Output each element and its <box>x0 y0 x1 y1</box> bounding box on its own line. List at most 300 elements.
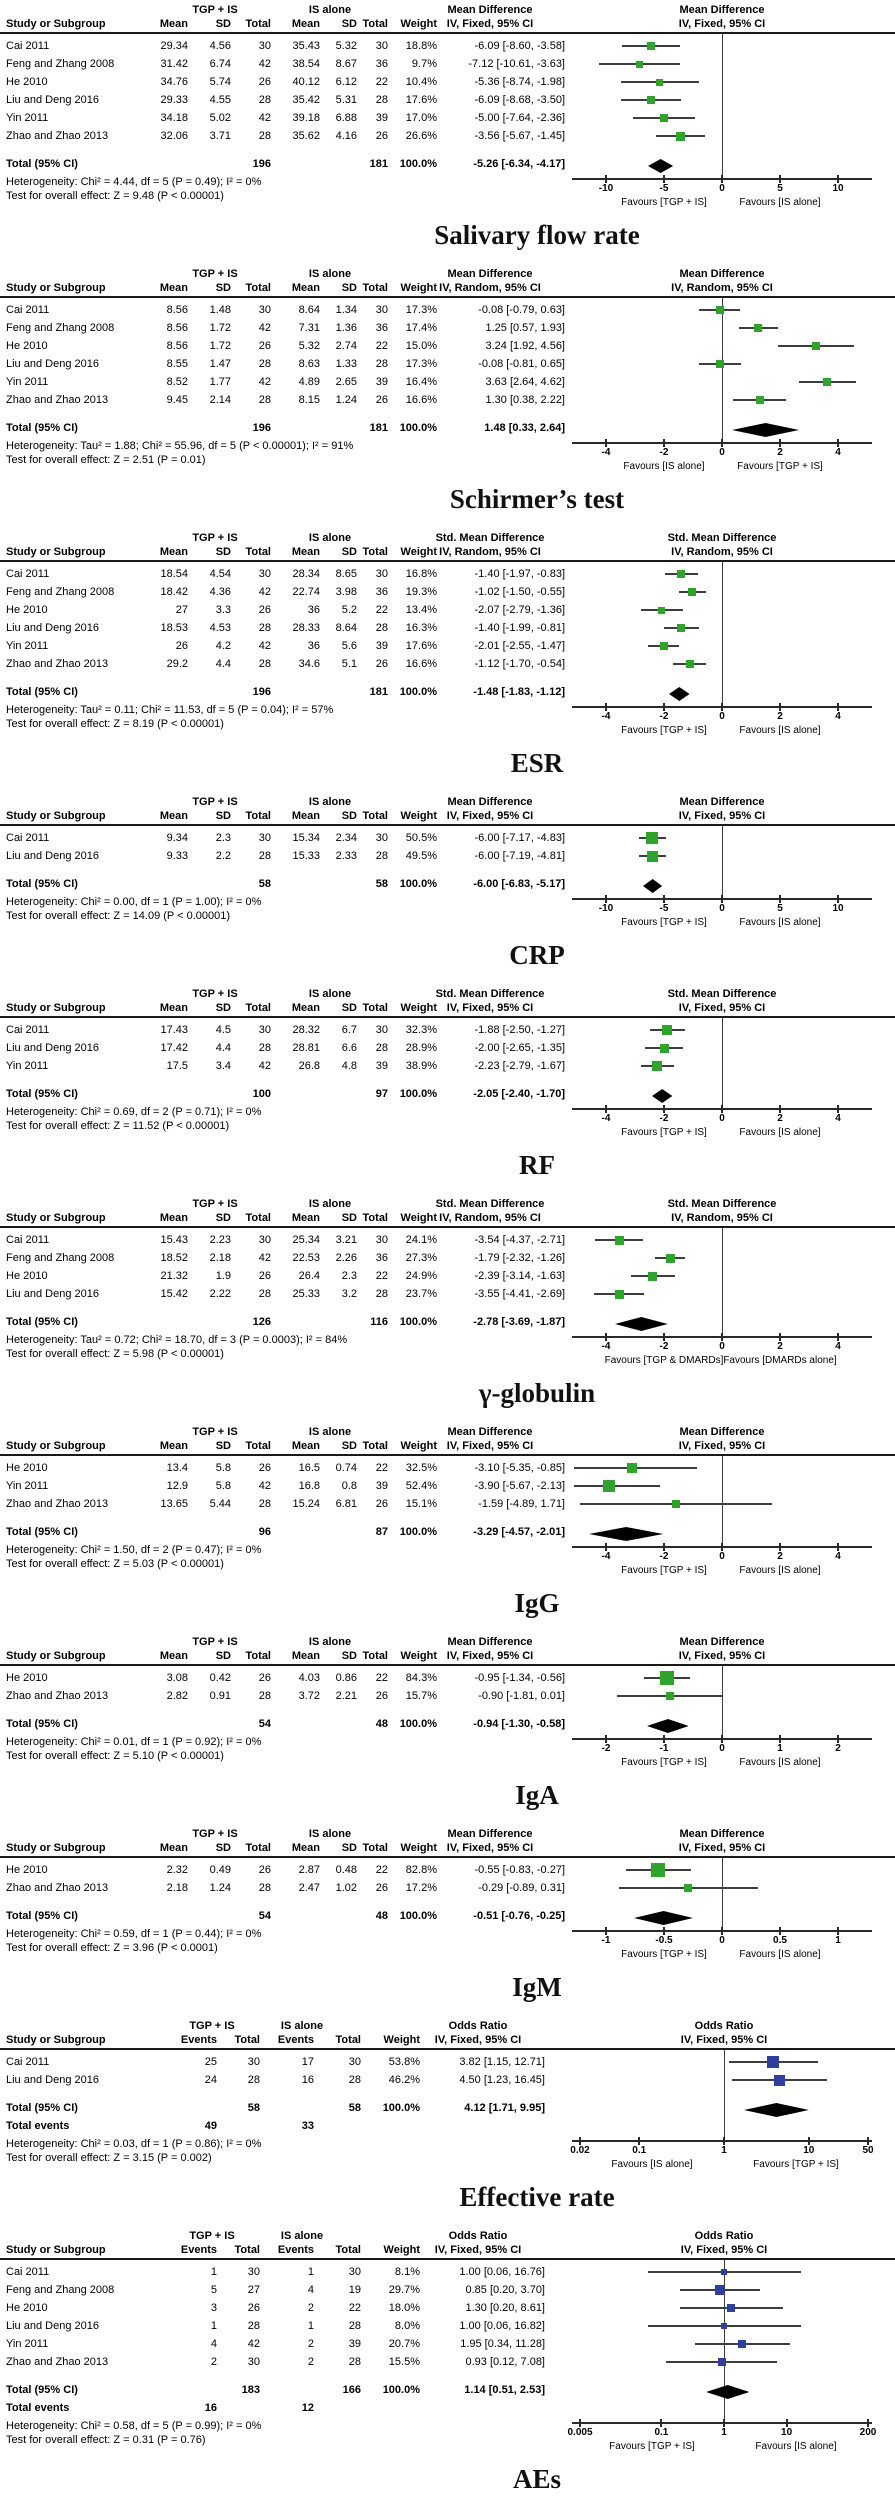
study-value: 28 <box>247 2320 260 2332</box>
plot-effect-measure-header: Std. Mean Difference <box>667 1198 777 1210</box>
study-value: 16.8 <box>298 1480 320 1492</box>
study-value: 16.6% <box>405 394 437 406</box>
study-value: 2.18 <box>209 1252 231 1264</box>
overall-effect-text: Test for overall effect: Z = 2.51 (P = 0.01) <box>6 454 206 466</box>
study-name: Yin 2011 <box>6 640 49 652</box>
study-value: 17.6% <box>405 640 437 652</box>
study-name: Liu and Deng 2016 <box>6 1288 99 1300</box>
axis-tick-label: -4 <box>601 711 611 722</box>
study-value: 5.6 <box>341 640 357 652</box>
total-n1: 183 <box>241 2384 260 2396</box>
study-name: He 2010 <box>6 1462 48 1474</box>
study-name: Cai 2011 <box>6 2056 50 2068</box>
study-name: Liu and Deng 2016 <box>6 358 99 370</box>
study-value: 4.2 <box>215 640 231 652</box>
overall-effect-text: Test for overall effect: Z = 3.15 (P = 0.002) <box>6 2152 212 2164</box>
effect-measure-header: Mean Difference <box>447 4 533 16</box>
overall-effect-text: Test for overall effect: Z = 0.31 (P = 0.76) <box>6 2434 206 2446</box>
study-value: 1.48 <box>209 304 231 316</box>
study-value: 1.72 <box>209 322 231 334</box>
axis-tick-label: 10 <box>832 903 844 914</box>
study-value: 2.3 <box>341 1270 357 1282</box>
col-header-total: Total <box>362 1440 388 1452</box>
effect-marker <box>684 1884 692 1892</box>
study-value: 4 <box>210 2338 217 2350</box>
total-events-g1: 49 <box>204 2120 217 2132</box>
axis-tick-label: 10 <box>803 2145 815 2156</box>
header-rule <box>0 1454 895 1456</box>
study-value: 16.3% <box>405 622 437 634</box>
study-value: 30 <box>247 2356 260 2368</box>
study-value: 0.74 <box>335 1462 357 1474</box>
plot-method-header: IV, Fixed, 95% CI <box>678 18 766 30</box>
axis-tick-label: 0.005 <box>567 2427 593 2438</box>
overall-effect-text: Test for overall effect: Z = 8.19 (P < 0.00001) <box>6 718 224 730</box>
axis-tick-label: 4 <box>835 447 841 458</box>
effect-marker <box>651 1863 665 1877</box>
total-ci-label: -2.05 [-2.40, -1.70] <box>473 1088 565 1100</box>
study-value: 6.81 <box>335 1498 357 1510</box>
effect-measure-header: Mean Difference <box>447 268 533 280</box>
summary-diamond <box>652 1089 672 1103</box>
study-value: 2.22 <box>209 1288 231 1300</box>
study-name: Feng and Zhang 2008 <box>6 1252 115 1264</box>
study-name: Liu and Deng 2016 <box>6 2320 99 2332</box>
axis-tick <box>663 703 665 711</box>
col-header-total: Total <box>335 2244 361 2256</box>
effect-marker <box>774 2075 785 2086</box>
study-value: 1 <box>210 2320 217 2332</box>
axis-tick <box>721 703 723 711</box>
effect-measure-header: Mean Difference <box>447 1828 533 1840</box>
effect-measure-header: Std. Mean Difference <box>435 1198 545 1210</box>
study-value: 2.3 <box>215 832 231 844</box>
col-header-weight: Weight <box>400 1650 437 1662</box>
study-value: 39 <box>348 2338 361 2350</box>
study-ci-label: -7.12 [-10.61, -3.63] <box>468 58 565 70</box>
study-ci-label: -0.08 [-0.79, 0.63] <box>478 304 565 316</box>
overall-effect-text: Test for overall effect: Z = 14.09 (P < 0.00001) <box>6 910 231 922</box>
col-header-sd: SD <box>341 282 357 294</box>
axis-tick-label: -5 <box>659 183 669 194</box>
study-value: 5.32 <box>335 40 357 52</box>
study-value: 17.6% <box>405 94 437 106</box>
study-name: Zhao and Zhao 2013 <box>6 1498 109 1510</box>
axis-tick-label: 4 <box>835 1551 841 1562</box>
heterogeneity-text: Heterogeneity: Chi² = 0.69, df = 2 (P = 0.71); I² = 0% <box>6 1106 262 1118</box>
study-value: 8.56 <box>166 322 188 334</box>
group2-header: IS alone <box>308 1828 352 1840</box>
group2-header: IS alone <box>308 1636 352 1648</box>
axis-tick <box>663 1735 665 1743</box>
favours-right-label: Favours [IS alone] <box>739 197 821 208</box>
axis-tick <box>808 2137 810 2145</box>
col-header-mean: Mean <box>291 282 320 294</box>
axis-tick <box>837 1735 839 1743</box>
study-value: 27 <box>247 2284 260 2296</box>
header-rule <box>0 1016 895 1018</box>
forest-panel-11 <box>0 2226 895 2508</box>
axis-tick <box>605 1543 607 1551</box>
ci-whisker <box>574 1485 660 1487</box>
study-value: 28 <box>258 1690 271 1702</box>
effect-marker <box>688 588 696 596</box>
total-weight: 100.0% <box>399 422 437 434</box>
study-column-header: Study or Subgroup <box>6 546 106 558</box>
total-row-label: Total (95% CI) <box>6 1316 78 1328</box>
study-value: 18.54 <box>160 568 188 580</box>
study-value: 18.53 <box>160 622 188 634</box>
study-value: 15.34 <box>292 832 320 844</box>
study-name: Cai 2011 <box>6 40 50 52</box>
favours-right-label: Favours [TGP + IS] <box>737 461 823 472</box>
study-value: 18.8% <box>405 40 437 52</box>
effect-marker <box>676 132 685 141</box>
total-n2: 58 <box>375 878 388 890</box>
axis-tick-label: -2 <box>659 1113 669 1124</box>
study-ci-label: -3.56 [-5.67, -1.45] <box>474 130 565 142</box>
axis-tick-label: 2 <box>777 1113 783 1124</box>
axis-tick-label: 0 <box>719 1551 725 1562</box>
heterogeneity-text: Heterogeneity: Chi² = 0.59, df = 1 (P = 0.44); I² = 0% <box>6 1928 262 1940</box>
study-value: 0.86 <box>335 1672 357 1684</box>
group1-header: TGP + IS <box>192 1636 238 1648</box>
group1-header: TGP + IS <box>189 2230 235 2242</box>
plot-method-header: IV, Fixed, 95% CI <box>678 1650 766 1662</box>
total-n2: 181 <box>369 158 388 170</box>
effect-marker <box>647 851 658 862</box>
axis-tick <box>605 1735 607 1743</box>
study-value: 29.7% <box>388 2284 420 2296</box>
axis-tick <box>721 1927 723 1935</box>
study-value: 15.33 <box>292 850 320 862</box>
study-value: 29.2 <box>166 658 188 670</box>
study-value: 26 <box>375 1882 388 1894</box>
study-name: Zhao and Zhao 2013 <box>6 1690 109 1702</box>
axis-tick <box>837 703 839 711</box>
header-rule <box>0 560 895 562</box>
effect-marker <box>646 832 658 844</box>
col-header-mean: Mean <box>291 1212 320 1224</box>
study-value: 4.4 <box>215 1042 231 1054</box>
forest-panel-7 <box>0 1422 895 1632</box>
plot-effect-measure-header: Mean Difference <box>679 1426 765 1438</box>
favours-right-label: Favours [IS alone] <box>755 2441 837 2452</box>
panel-title: IgM <box>512 1972 562 2002</box>
forest-panel-9 <box>0 1824 895 2016</box>
axis-tick-label: -2 <box>659 711 669 722</box>
favours-right-label: Favours [IS alone] <box>739 1127 821 1138</box>
study-value: 15.42 <box>160 1288 188 1300</box>
total-weight: 100.0% <box>399 686 437 698</box>
study-value: 3.4 <box>215 1060 231 1072</box>
study-value: 2.26 <box>335 1252 357 1264</box>
col-header-events: Events <box>277 2244 314 2256</box>
axis-tick-label: 0 <box>719 711 725 722</box>
plot-method-header: IV, Fixed, 95% CI <box>680 2244 768 2256</box>
axis-tick <box>837 439 839 447</box>
study-ci-label: -6.00 [-7.17, -4.83] <box>474 832 565 844</box>
panel-title: IgG <box>514 1588 560 1618</box>
axis-tick <box>779 1105 781 1113</box>
study-value: 26 <box>375 394 388 406</box>
study-value: 15.0% <box>405 340 437 352</box>
group1-header: TGP + IS <box>192 1426 238 1438</box>
heterogeneity-text: Heterogeneity: Chi² = 4.44, df = 5 (P = 0.49); I² = 0% <box>6 176 262 188</box>
study-value: 8.56 <box>166 304 188 316</box>
study-value: 26.8 <box>298 1060 320 1072</box>
heterogeneity-text: Heterogeneity: Chi² = 0.58, df = 5 (P = 0.99); I² = 0% <box>6 2420 262 2432</box>
col-header-mean: Mean <box>159 282 188 294</box>
study-value: 13.4 <box>166 1462 188 1474</box>
overall-effect-text: Test for overall effect: Z = 5.03 (P < 0.00001) <box>6 1558 224 1570</box>
study-value: 34.76 <box>160 76 188 88</box>
col-header-events: Events <box>277 2034 314 2046</box>
study-ci-label: -1.40 [-1.97, -0.83] <box>474 568 565 580</box>
axis-tick <box>605 175 607 183</box>
study-ci-label: 1.95 [0.34, 11.28] <box>460 2338 545 2350</box>
study-value: 31.42 <box>160 58 188 70</box>
method-column-header: IV, Random, 95% CI <box>439 546 541 558</box>
favours-left-label: Favours [TGP + IS] <box>609 2441 695 2452</box>
col-header-total: Total <box>362 1842 388 1854</box>
effect-marker <box>756 396 764 404</box>
study-value: 53.8% <box>388 2056 420 2068</box>
study-value: 4.89 <box>298 376 320 388</box>
study-value: 0.42 <box>209 1672 231 1684</box>
study-ci-label: -1.79 [-2.32, -1.26] <box>474 1252 565 1264</box>
study-value: 15.24 <box>292 1498 320 1510</box>
axis-tick <box>721 175 723 183</box>
axis-tick-label: 2 <box>777 1341 783 1352</box>
header-rule <box>0 1226 895 1228</box>
effect-marker <box>656 79 663 86</box>
study-value: 17.3% <box>405 304 437 316</box>
study-value: 8.56 <box>166 340 188 352</box>
axis-line <box>572 2422 872 2424</box>
study-value: 26.6% <box>405 130 437 142</box>
total-weight: 100.0% <box>399 1316 437 1328</box>
study-value: 28.34 <box>292 568 320 580</box>
study-ci-label: 1.00 [0.06, 16.82] <box>459 2320 545 2332</box>
study-value: 28 <box>375 622 388 634</box>
axis-tick-label: 200 <box>859 2427 877 2438</box>
favours-left-label: Favours [TGP + IS] <box>621 917 707 928</box>
study-value: 22 <box>375 604 388 616</box>
effect-marker <box>627 1463 637 1473</box>
study-value: 36 <box>375 58 388 70</box>
study-column-header: Study or Subgroup <box>6 1212 106 1224</box>
study-name: Yin 2011 <box>6 1480 49 1492</box>
effect-marker <box>662 1025 672 1035</box>
study-value: 3.2 <box>341 1288 357 1300</box>
study-value: 27 <box>175 604 188 616</box>
favours-left-label: Favours [TGP + IS] <box>621 1949 707 1960</box>
study-value: 28 <box>258 1498 271 1510</box>
study-value: 34.6 <box>298 658 320 670</box>
study-value: 82.8% <box>405 1864 437 1876</box>
col-header-total: Total <box>245 1440 271 1452</box>
study-ci-label: -2.01 [-2.55, -1.47] <box>474 640 565 652</box>
axis-tick-label: 0.5 <box>773 1935 787 1946</box>
col-header-mean: Mean <box>159 1440 188 1452</box>
panel-title: ESR <box>510 748 564 778</box>
effect-marker <box>721 2323 727 2329</box>
group2-header: IS alone <box>308 532 352 544</box>
plot-effect-measure-header: Mean Difference <box>679 1636 765 1648</box>
study-value: 28 <box>258 850 271 862</box>
col-header-total: Total <box>362 18 388 30</box>
study-value: 27.3% <box>405 1252 437 1264</box>
null-effect-line <box>724 2050 725 2140</box>
heterogeneity-text: Heterogeneity: Chi² = 0.00, df = 1 (P = 1.00); I² = 0% <box>6 896 262 908</box>
panel-title: Schirmer’s test <box>449 484 625 514</box>
study-value: 35.42 <box>292 94 320 106</box>
study-value: 36 <box>375 322 388 334</box>
col-header-mean: Mean <box>159 18 188 30</box>
summary-diamond <box>615 1317 668 1331</box>
col-header-mean: Mean <box>291 810 320 822</box>
summary-diamond <box>643 879 662 893</box>
axis-tick <box>779 895 781 903</box>
col-header-weight: Weight <box>400 546 437 558</box>
effect-measure-header: Odds Ratio <box>448 2020 508 2032</box>
study-value: 26 <box>375 1498 388 1510</box>
col-header-mean: Mean <box>291 18 320 30</box>
axis-tick <box>779 1927 781 1935</box>
col-header-sd: SD <box>341 1440 357 1452</box>
plot-effect-measure-header: Std. Mean Difference <box>667 532 777 544</box>
study-value: 6.12 <box>335 76 357 88</box>
study-value: 17.3% <box>405 358 437 370</box>
panel-title: RF <box>519 1150 555 1180</box>
col-header-weight: Weight <box>383 2244 420 2256</box>
study-value: 42 <box>258 640 271 652</box>
method-column-header: IV, Fixed, 95% CI <box>434 2034 522 2046</box>
study-value: 42 <box>258 376 271 388</box>
axis-tick <box>721 1735 723 1743</box>
study-ci-label: -2.00 [-2.65, -1.35] <box>474 1042 565 1054</box>
null-effect-line <box>722 1456 723 1546</box>
study-value: 15.43 <box>160 1234 188 1246</box>
total-row-label: Total (95% CI) <box>6 1718 78 1730</box>
plot-effect-measure-header: Odds Ratio <box>694 2230 754 2242</box>
study-name: Yin 2011 <box>6 2338 49 2350</box>
axis-tick <box>721 1105 723 1113</box>
study-value: 26 <box>258 1462 271 1474</box>
study-value: 32.06 <box>160 130 188 142</box>
method-column-header: IV, Random, 95% CI <box>439 282 541 294</box>
method-column-header: IV, Fixed, 95% CI <box>446 1440 534 1452</box>
col-header-weight: Weight <box>383 2034 420 2046</box>
col-header-total: Total <box>362 1002 388 1014</box>
study-value: 4.03 <box>298 1672 320 1684</box>
group2-header: IS alone <box>308 988 352 1000</box>
study-value: 0.8 <box>341 1480 357 1492</box>
effect-marker <box>603 1480 615 1492</box>
col-header-total: Total <box>362 546 388 558</box>
study-name: Feng and Zhang 2008 <box>6 2284 115 2296</box>
study-value: 26 <box>375 130 388 142</box>
axis-tick <box>663 1927 665 1935</box>
study-value: 8.1% <box>394 2266 420 2278</box>
study-value: 1.72 <box>209 340 231 352</box>
total-weight: 100.0% <box>399 158 437 170</box>
axis-tick <box>867 2419 869 2427</box>
col-header-sd: SD <box>341 18 357 30</box>
study-name: Cai 2011 <box>6 568 50 580</box>
group2-header: IS alone <box>308 4 352 16</box>
study-value: 28 <box>375 1288 388 1300</box>
overall-effect-text: Test for overall effect: Z = 11.52 (P < 0.00001) <box>6 1120 230 1132</box>
study-value: 28 <box>348 2356 361 2368</box>
study-value: 1.24 <box>209 1882 231 1894</box>
col-header-total: Total <box>234 2244 260 2256</box>
plot-method-header: IV, Random, 95% CI <box>671 282 773 294</box>
axis-tick <box>721 1543 723 1551</box>
study-value: 8.52 <box>166 376 188 388</box>
group1-header: TGP + IS <box>192 532 238 544</box>
method-column-header: IV, Fixed, 95% CI <box>446 18 534 30</box>
study-value: 30 <box>348 2056 361 2068</box>
null-effect-line <box>722 34 723 178</box>
study-ci-label: -1.02 [-1.50, -0.55] <box>474 586 565 598</box>
study-value: 30 <box>375 1024 388 1036</box>
col-header-mean: Mean <box>291 1842 320 1854</box>
study-value: 4.5 <box>215 1024 231 1036</box>
group1-header: TGP + IS <box>189 2020 235 2032</box>
study-value: 0.91 <box>209 1690 231 1702</box>
study-value: 24.1% <box>405 1234 437 1246</box>
study-ci-label: -0.95 [-1.34, -0.56] <box>474 1672 565 1684</box>
study-value: 39 <box>375 112 388 124</box>
axis-tick-label: 4 <box>835 1113 841 1124</box>
study-name: He 2010 <box>6 2302 48 2314</box>
study-ci-label: -2.39 [-3.14, -1.63] <box>474 1270 565 1282</box>
study-value: 39.18 <box>292 112 320 124</box>
axis-tick-label: -0.5 <box>655 1935 673 1946</box>
study-value: 29.34 <box>160 40 188 52</box>
study-ci-label: -1.59 [-4.89, 1.71] <box>478 1498 565 1510</box>
col-header-mean: Mean <box>291 1440 320 1452</box>
axis-tick-label: 0 <box>719 447 725 458</box>
study-value: 28 <box>258 622 271 634</box>
axis-tick-label: -4 <box>601 1551 611 1562</box>
plot-method-header: IV, Fixed, 95% CI <box>680 2034 768 2046</box>
effect-marker <box>666 1254 675 1263</box>
study-value: 42 <box>258 322 271 334</box>
axis-tick-label: 5 <box>777 183 783 194</box>
axis-tick <box>605 439 607 447</box>
study-ci-label: -2.23 [-2.79, -1.67] <box>474 1060 565 1072</box>
study-value: 5.8 <box>215 1462 231 1474</box>
null-effect-line <box>722 298 723 442</box>
total-ci-label: 1.48 [0.33, 2.64] <box>484 422 565 434</box>
study-name: Feng and Zhang 2008 <box>6 58 115 70</box>
study-value: 0.49 <box>209 1864 231 1876</box>
method-column-header: IV, Fixed, 95% CI <box>434 2244 522 2256</box>
study-value: 2.82 <box>166 1690 188 1702</box>
study-value: 4.53 <box>209 622 231 634</box>
study-value: 2 <box>307 2338 314 2350</box>
study-ci-label: 1.25 [0.57, 1.93] <box>485 322 565 334</box>
axis-tick-label: -2 <box>659 447 669 458</box>
col-header-weight: Weight <box>400 1440 437 1452</box>
study-name: Zhao and Zhao 2013 <box>6 1882 109 1894</box>
total-n1: 54 <box>258 1910 271 1922</box>
study-value: 25.34 <box>292 1234 320 1246</box>
axis-tick-label: -4 <box>601 1113 611 1124</box>
